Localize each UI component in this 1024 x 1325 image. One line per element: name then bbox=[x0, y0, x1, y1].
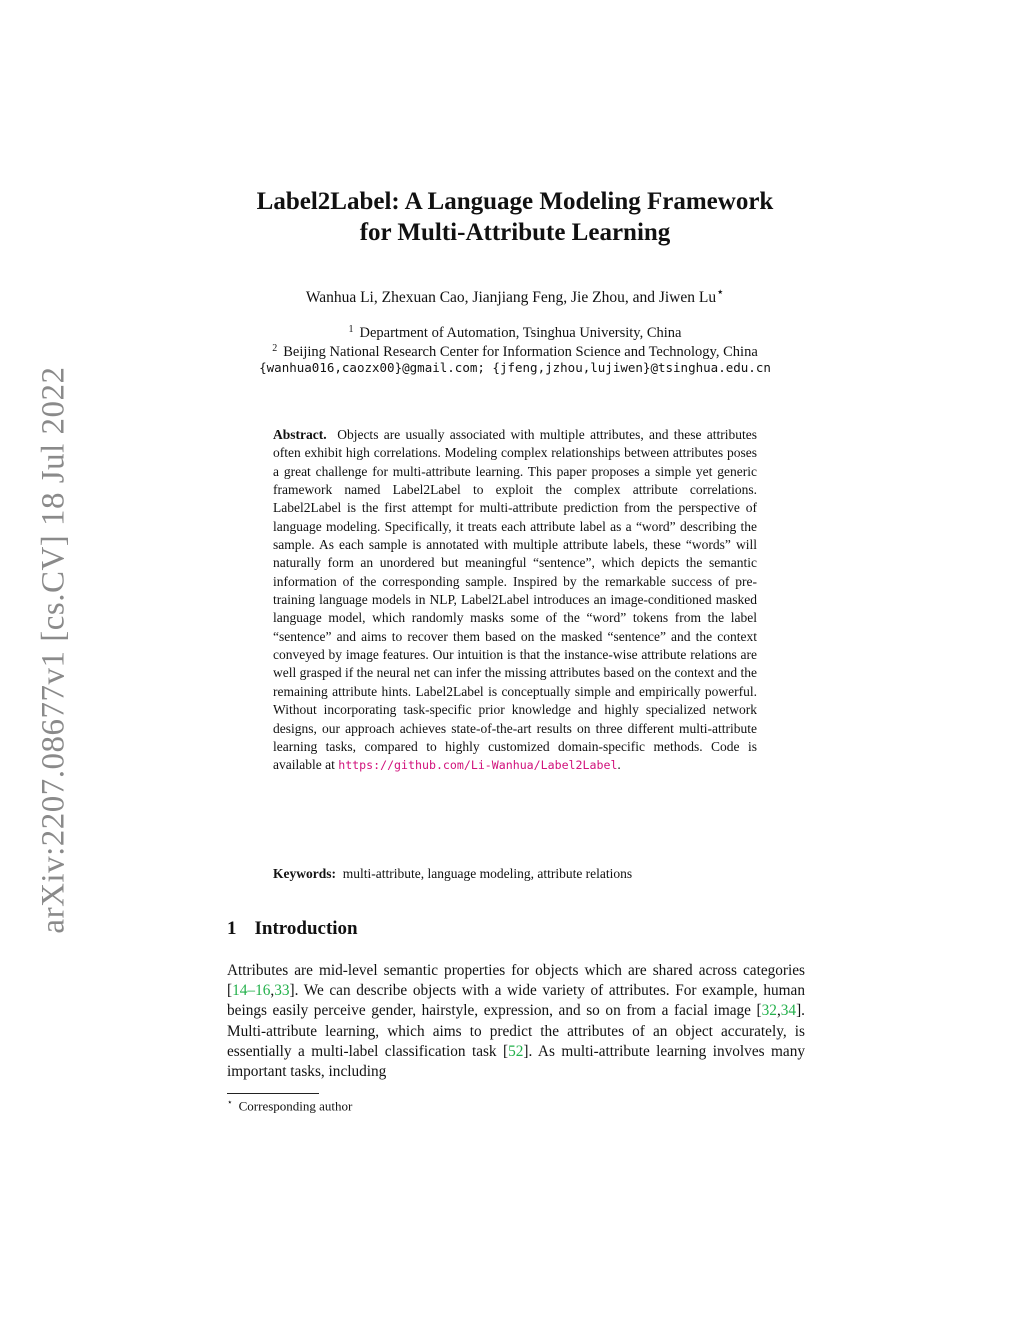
keywords-text: multi-attribute, language modeling, attribute relations bbox=[342, 866, 633, 881]
citation-link[interactable]: 32 bbox=[761, 1002, 777, 1020]
citation-link[interactable]: 33 bbox=[274, 982, 290, 1000]
corresponding-author-mark: ⋆ bbox=[716, 284, 725, 299]
title-line-2: for Multi-Attribute Learning bbox=[359, 219, 671, 246]
citation-separator: , bbox=[270, 982, 275, 1000]
intro-text: ]. As multi-attribute learning involves many important tasks, including bbox=[227, 1042, 805, 1081]
citation-dash: – bbox=[247, 982, 256, 1000]
citation-link[interactable]: 52 bbox=[508, 1042, 524, 1060]
citation-link[interactable]: 34 bbox=[780, 1002, 797, 1020]
code-link[interactable]: https://github.com/Li-Wanhua/Label2Label bbox=[338, 758, 618, 773]
paper-title bbox=[200, 186, 830, 248]
citation-separator: , bbox=[776, 1002, 781, 1020]
footnote-text: Corresponding author bbox=[238, 1098, 353, 1114]
citation-link[interactable]: 14 bbox=[232, 982, 248, 1000]
intro-paragraph bbox=[227, 961, 805, 1082]
keywords-label: Keywords: bbox=[273, 866, 336, 881]
affiliation-1-mark: 1 bbox=[348, 324, 354, 335]
section-title: Introduction bbox=[254, 918, 358, 939]
abstract-text: Objects are usually associated with multiple attributes, and these attributes often exhibit high correlations. Modeling complex relationships between attributes poses a great challenge for multi-attribute learning. This paper proposes a simple yet generic framework named Label2Label to exploit the complex attribute correlations. Label2Label is the first attempt for multi-attribute prediction from the perspective of language modeling. Specifically, it treats each attribute label as a “word” describing the sample. As each sample is annotated with multiple attribute labels, these “words” will naturally form an unordered but meaningful “sentence”, which depicts the semantic information of the corresponding sample. Inspired by the remarkable success of pre-training language models in NLP, Label2Label introduces an image-conditioned masked language model, which randomly masks some of the “word” tokens from the label “sentence” and aims to recover them based on the masked “sentence” and the context conveyed by image features. Our intuition is that the instance-wise attribute relations are well grasped if the neural net can infer the missing attributes based on the context and the remaining attribute hints. Label2Label is conceptually simple and empirically powerful. Without incorporating task-specific prior knowledge and highly specialized network designs, our approach achieves state-of-the-art results on three different multi-attribute learning tasks, compared to highly customized domain-specific methods. Code is available at bbox=[273, 427, 758, 773]
email-text: {wanhua016,caozx00}@gmail.com; {jfeng,jzhou,lujiwen}@tsinghua.edu.cn bbox=[259, 360, 771, 375]
author-names: Wanhua Li, Zhexuan Cao, Jianjiang Feng, Jie Zhou, and Jiwen Lu bbox=[305, 289, 717, 307]
affiliation-2-mark: 2 bbox=[272, 343, 278, 354]
author-emails bbox=[200, 358, 830, 378]
abstract-end: . bbox=[617, 757, 621, 773]
abstract-label: Abstract. bbox=[273, 427, 327, 442]
footnote bbox=[227, 1097, 352, 1114]
footnote-mark: ⋆ bbox=[227, 1097, 233, 1107]
intro-text: Attributes are mid-level semantic properties for objects which are shared across categories [ bbox=[227, 962, 805, 1000]
affiliation-1-text: Department of Automation, Tsinghua University, China bbox=[359, 325, 682, 341]
intro-text: ]. We can describe objects with a wide variety of attributes. For example, human beings easily perceive gender, hairstyle, expression, and so on from a facial image [ bbox=[227, 982, 805, 1020]
keywords bbox=[273, 866, 757, 882]
abstract bbox=[273, 426, 757, 775]
affiliation-2-text: Beijing National Research Center for Information Science and Technology, China bbox=[283, 344, 758, 360]
intro-text: ]. Multi-attribute learning, which aims to predict the attributes of an object accurately, is essentially a multi-label classification task [ bbox=[227, 1002, 805, 1060]
footnote-rule bbox=[227, 1093, 319, 1094]
citation-link[interactable]: 16 bbox=[255, 982, 271, 1000]
author-list bbox=[200, 284, 830, 307]
section-heading bbox=[227, 918, 358, 940]
title-line-1: Label2Label: A Language Modeling Framework bbox=[256, 188, 774, 215]
arxiv-identifier: arXiv:2207.08677v1 [cs.CV] 18 Jul 2022 bbox=[35, 366, 72, 934]
section-number: 1 bbox=[227, 918, 237, 939]
